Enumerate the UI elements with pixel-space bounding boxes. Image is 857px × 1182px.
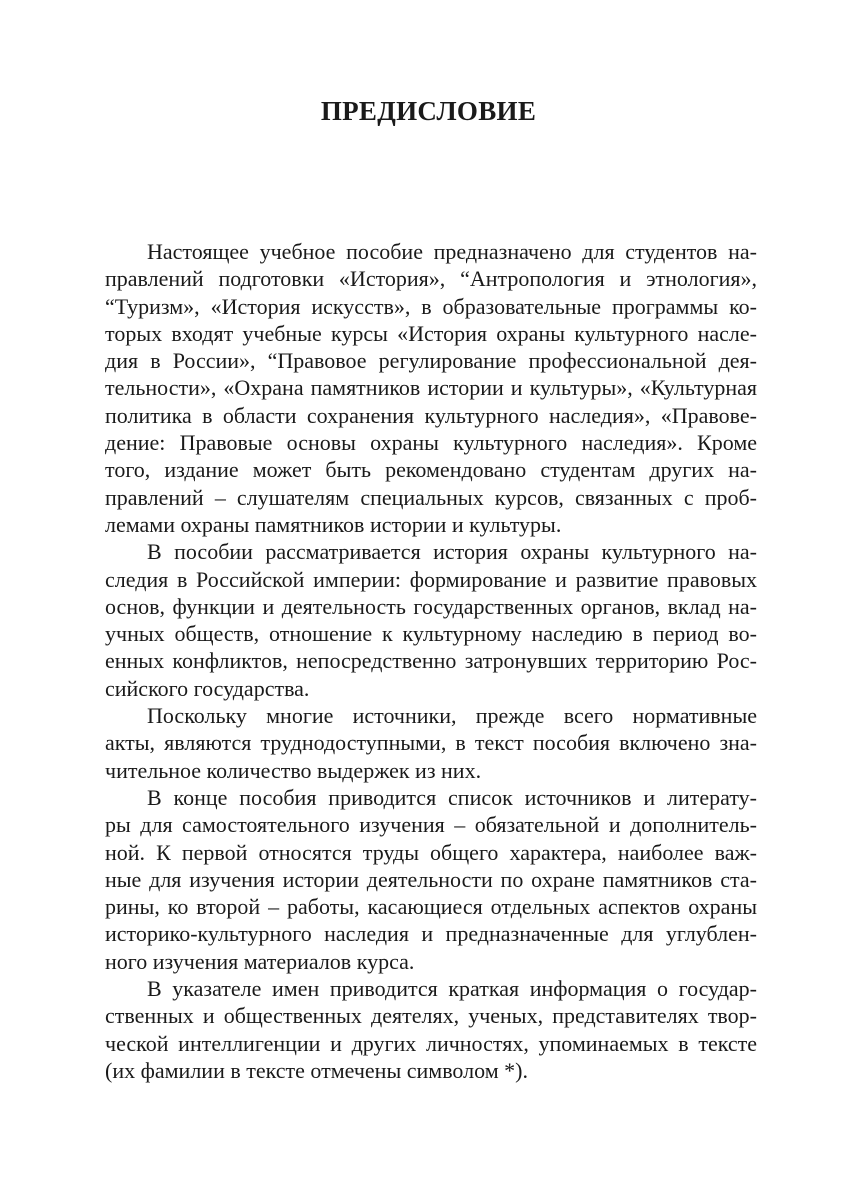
text-line: В пособии рассматривается история охраны культурного на- <box>147 539 757 565</box>
paragraph-5 <box>105 975 757 1084</box>
text-line: сийского государства. <box>105 675 310 701</box>
text-line: В указателе имен приводится краткая информация о государ- <box>147 976 757 1002</box>
text-line: того, издание может быть рекомендовано студентам других на- <box>105 457 757 483</box>
text-line: “Туризм», «История искусств», в образовательные программы ко- <box>105 293 757 319</box>
text-line: дия в России», “Правовое регулирование профессиональной дея- <box>105 348 757 374</box>
text-line: историко-культурного наследия и предназначенные для углублен- <box>105 921 757 947</box>
text-line: ческой интеллигенции и других личностях, упоминаемых в тексте <box>105 1030 757 1056</box>
text-line: следия в Российской империи: формирование и развитие правовых <box>105 566 757 592</box>
text-line: дение: Правовые основы охраны культурного наследия». Кроме <box>105 430 757 456</box>
text-line: ного изучения материалов курса. <box>105 948 415 974</box>
text-line: чительное количество выдержек из них. <box>105 757 482 783</box>
paragraph-1 <box>105 238 757 538</box>
paragraph-3 <box>105 702 757 784</box>
text-line: В конце пособия приводится список источников и литерату- <box>147 784 757 810</box>
text-line: основ, функции и деятельность государственных органов, вклад на- <box>105 593 757 619</box>
text-line: ные для изучения истории деятельности по охране памятников ста- <box>105 866 757 892</box>
text-line: лемами охраны памятников истории и культуры. <box>105 511 562 537</box>
text-line: Настоящее учебное пособие предназначено для студентов на- <box>147 239 757 264</box>
text-line: ной. К первой относятся труды общего характера, наиболее важ- <box>105 839 757 865</box>
text-line: (их фамилии в тексте отмечены символом *). <box>105 1057 528 1083</box>
text-line: правлений – слушателям специальных курсов, связанных с проб- <box>105 484 757 510</box>
text-line: политика в области сохранения культурного наследия», «Правове- <box>105 402 757 428</box>
text-line: торых входят учебные курсы «История охраны культурного насле- <box>105 320 757 346</box>
text-line: акты, являются труднодоступными, в текст пособия включено зна- <box>105 730 757 756</box>
text-line: ственных и общественных деятелях, ученых, представителях твор- <box>105 1003 757 1029</box>
paragraph-2 <box>105 538 757 702</box>
text-line: тельности», «Охрана памятников истории и культуры», «Культурная <box>105 375 757 401</box>
text-line: ры для самостоятельного изучения – обязательной и дополнитель- <box>105 812 757 838</box>
text-line: Поскольку многие источники, прежде всего нормативные <box>147 703 757 729</box>
text-line: енных конфликтов, непосредственно затронувших территорию Рос- <box>105 648 757 674</box>
text-line: рины, ко второй – работы, касающиеся отдельных аспектов охраны <box>105 894 757 920</box>
paragraph-4 <box>105 784 757 975</box>
page-title: ПРЕДИСЛОВИЕ <box>320 96 537 126</box>
text-line: правлений подготовки «История», “Антропология и этнология», <box>105 266 757 292</box>
body-text <box>105 238 757 1084</box>
text-line: учных обществ, отношение к культурному наследию в период во- <box>105 621 757 647</box>
